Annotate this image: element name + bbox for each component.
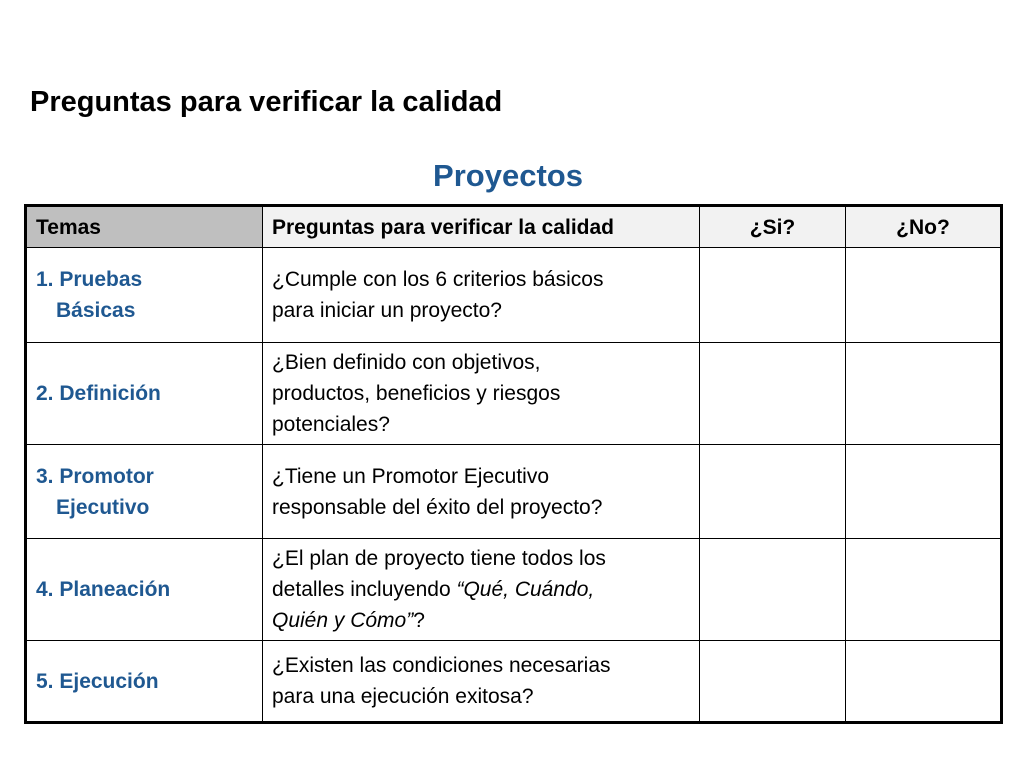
header-preguntas: Preguntas para verificar la calidad bbox=[263, 206, 700, 248]
quality-questions-table bbox=[24, 204, 1003, 724]
header-no: ¿No? bbox=[846, 206, 1002, 248]
question-line: para iniciar un proyecto? bbox=[272, 299, 502, 322]
question-fragment: ? bbox=[413, 609, 425, 632]
question-cell bbox=[263, 248, 700, 343]
topic-line: 4. Planeación bbox=[36, 578, 171, 601]
header-row bbox=[26, 206, 1002, 248]
no-checkbox-cell[interactable] bbox=[846, 539, 1002, 641]
topic-line: 1. Pruebas bbox=[36, 268, 143, 291]
table-row bbox=[26, 343, 1002, 445]
si-checkbox-cell[interactable] bbox=[700, 343, 846, 445]
header-temas: Temas bbox=[26, 206, 263, 248]
topic-line: Básicas bbox=[56, 299, 136, 322]
si-checkbox-cell[interactable] bbox=[700, 445, 846, 539]
page-title: Preguntas para verificar la calidad bbox=[30, 86, 503, 118]
topic-cell bbox=[26, 343, 263, 445]
question-line: ¿Cumple con los 6 criterios básicos bbox=[272, 268, 604, 291]
header-si: ¿Si? bbox=[700, 206, 846, 248]
topic-cell bbox=[26, 248, 263, 343]
no-checkbox-cell[interactable] bbox=[846, 641, 1002, 723]
no-checkbox-cell[interactable] bbox=[846, 445, 1002, 539]
question-line: ¿Bien definido con objetivos, bbox=[272, 351, 541, 374]
topic-cell bbox=[26, 539, 263, 641]
question-cell bbox=[263, 539, 700, 641]
page-subtitle bbox=[0, 158, 1008, 194]
table-row bbox=[26, 248, 1002, 343]
question-cell bbox=[263, 343, 700, 445]
question-line bbox=[272, 605, 690, 636]
table-row bbox=[26, 539, 1002, 641]
question-line: responsable del éxito del proyecto? bbox=[272, 495, 603, 519]
table-row bbox=[26, 641, 1002, 723]
question-fragment: detalles incluyendo bbox=[272, 578, 457, 601]
question-line bbox=[272, 574, 690, 605]
question-line: para una ejecución exitosa? bbox=[272, 685, 534, 708]
table-header bbox=[26, 206, 1002, 248]
question-cell bbox=[263, 445, 700, 539]
table-body bbox=[26, 248, 1002, 723]
topic-cell bbox=[26, 445, 263, 539]
question-cell bbox=[263, 641, 700, 723]
topic-line: 3. Promotor bbox=[36, 464, 154, 488]
si-checkbox-cell[interactable] bbox=[700, 641, 846, 723]
topic-line: 5. Ejecución bbox=[36, 669, 159, 693]
question-line: ¿Existen las condiciones necesarias bbox=[272, 654, 611, 677]
subtitle-text: Proyectos bbox=[433, 158, 583, 193]
question-line: ¿El plan de proyecto tiene todos los bbox=[272, 547, 606, 570]
topic-line: Ejecutivo bbox=[56, 495, 150, 519]
question-emphasis: Quién y Cómo” bbox=[272, 609, 414, 632]
table-row bbox=[26, 445, 1002, 539]
question-line: ¿Tiene un Promotor Ejecutivo bbox=[272, 464, 550, 488]
topic-line: 2. Definición bbox=[36, 382, 161, 405]
si-checkbox-cell[interactable] bbox=[700, 539, 846, 641]
question-line: potenciales? bbox=[272, 413, 390, 436]
si-checkbox-cell[interactable] bbox=[700, 248, 846, 343]
question-emphasis: “Qué, Cuándo, bbox=[456, 578, 595, 601]
question-line: productos, beneficios y riesgos bbox=[272, 382, 561, 405]
no-checkbox-cell[interactable] bbox=[846, 248, 1002, 343]
no-checkbox-cell[interactable] bbox=[846, 343, 1002, 445]
topic-cell bbox=[26, 641, 263, 723]
